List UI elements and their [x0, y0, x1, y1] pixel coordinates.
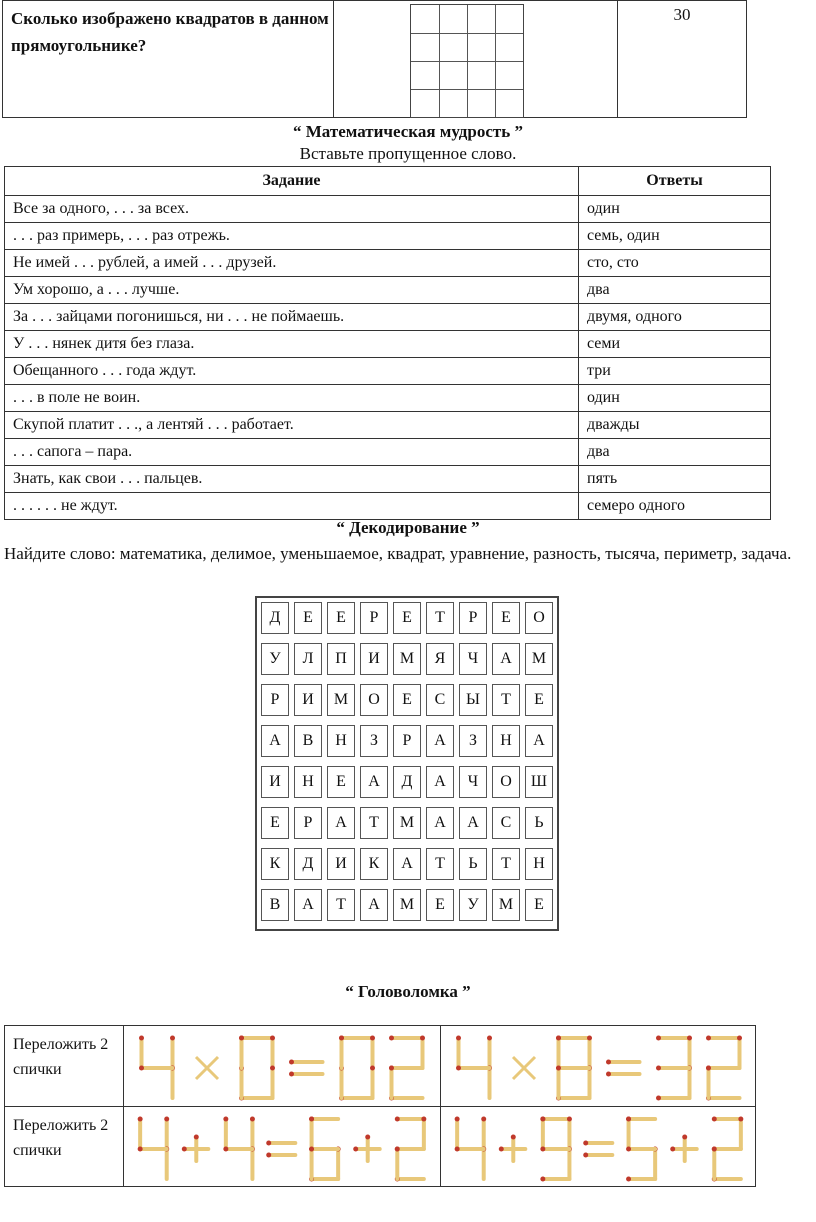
letter-cell: А: [426, 807, 454, 839]
match-head: [370, 1066, 375, 1071]
letter-cell: В: [261, 889, 289, 921]
letter-cell: М: [393, 807, 421, 839]
proverb-answer: семеро одного: [579, 493, 771, 520]
match-head: [656, 1066, 661, 1071]
letter-cell: У: [459, 889, 487, 921]
letter-cell: Ы: [459, 684, 487, 716]
letter-cell: Р: [459, 602, 487, 634]
match-head: [455, 1146, 460, 1151]
letter-cell: Е: [393, 684, 421, 716]
match-head: [606, 1060, 611, 1065]
letter-cell: Ч: [459, 766, 487, 798]
letter-cell: А: [393, 848, 421, 880]
match-head: [481, 1116, 486, 1121]
match-head: [712, 1116, 717, 1121]
letter-cell: Т: [426, 848, 454, 880]
proverb-row: [5, 223, 771, 250]
letter-cell: Р: [360, 602, 388, 634]
col-task-header: Задание: [5, 167, 579, 196]
match-head: [223, 1116, 228, 1121]
match-head: [706, 1036, 711, 1041]
match-head: [583, 1140, 588, 1145]
match-head: [670, 1146, 675, 1151]
letter-cell: Ь: [525, 807, 553, 839]
letter-cell: Р: [261, 684, 289, 716]
proverb-answer: дважды: [579, 412, 771, 439]
match-head: [270, 1036, 275, 1041]
letter-cell: Т: [360, 807, 388, 839]
proverb-task: . . . . . . не ждут.: [5, 493, 579, 520]
puzzle1-cell: [124, 1026, 441, 1107]
match-head: [164, 1116, 169, 1121]
letter-cell: У: [261, 643, 289, 675]
proverb-answer: два: [579, 277, 771, 304]
match-head: [266, 1152, 271, 1157]
letter-cell: О: [525, 602, 553, 634]
letter-cell: Н: [294, 766, 322, 798]
match-head: [656, 1096, 661, 1101]
puzzle1-matches-image: [128, 1032, 438, 1104]
grid-line-vertical: [495, 5, 496, 117]
proverb-row: [5, 304, 771, 331]
match-head: [682, 1134, 687, 1139]
answer2-cell: [441, 1106, 756, 1187]
proverb-row: [5, 331, 771, 358]
letter-cell: И: [294, 684, 322, 716]
square-grid-figure: [410, 4, 524, 118]
match-head: [139, 1036, 144, 1041]
proverb-task: . . . в поле не воин.: [5, 385, 579, 412]
proverb-row: [5, 385, 771, 412]
letter-cell: Т: [426, 602, 454, 634]
match-head: [499, 1146, 504, 1151]
letter-cell: А: [360, 889, 388, 921]
letter-cell: А: [294, 889, 322, 921]
match-head: [266, 1140, 271, 1145]
puzzle1-label: Переложить 2 спички: [5, 1026, 124, 1107]
letter-cell: Е: [393, 602, 421, 634]
proverb-task: Ум хорошо, а . . . лучше.: [5, 277, 579, 304]
proverb-answer: двумя, одного: [579, 304, 771, 331]
proverb-row: [5, 439, 771, 466]
letter-cell: Ь: [459, 848, 487, 880]
match-head: [223, 1146, 228, 1151]
letter-cell: И: [360, 643, 388, 675]
match-head: [738, 1116, 743, 1121]
match-head: [138, 1116, 143, 1121]
answer1-cell: [441, 1026, 756, 1107]
letter-cell: М: [525, 643, 553, 675]
letter-cell: А: [360, 766, 388, 798]
match-head: [138, 1146, 143, 1151]
letter-cell: М: [327, 684, 355, 716]
letter-cell: О: [360, 684, 388, 716]
letter-cell: Е: [294, 602, 322, 634]
match-head: [389, 1066, 394, 1071]
letter-cell: Д: [294, 848, 322, 880]
match-head: [706, 1066, 711, 1071]
letter-cell: М: [492, 889, 520, 921]
match-head: [687, 1036, 692, 1041]
match-head: [353, 1146, 358, 1151]
match-head: [737, 1036, 742, 1041]
match-head: [289, 1072, 294, 1077]
proverb-answer: семи: [579, 331, 771, 358]
match-head: [365, 1134, 370, 1139]
match-head: [540, 1146, 545, 1151]
letter-cell: З: [459, 725, 487, 757]
letter-cell: Е: [261, 807, 289, 839]
puzzle2-matches-image: [128, 1113, 438, 1185]
grid-line-horizontal: [411, 89, 523, 90]
match-head: [626, 1176, 631, 1181]
puzzle-table: [4, 1025, 756, 1187]
match-head: [289, 1060, 294, 1065]
letter-cell: Н: [327, 725, 355, 757]
match-head: [395, 1146, 400, 1151]
match-head: [182, 1146, 187, 1151]
answer2-matches-image: [445, 1113, 755, 1185]
letter-cell: М: [393, 643, 421, 675]
match-head: [370, 1036, 375, 1041]
match-head: [583, 1152, 588, 1157]
proverb-task: Все за одного, . . . за всех.: [5, 196, 579, 223]
match-head: [656, 1036, 661, 1041]
proverb-answer: один: [579, 385, 771, 412]
letter-cell: Р: [294, 807, 322, 839]
section1-subtitle: Вставьте пропущенное слово.: [299, 144, 517, 163]
proverbs-table: [4, 166, 771, 520]
match-head: [556, 1066, 561, 1071]
letter-cell: В: [294, 725, 322, 757]
letter-cell: А: [426, 725, 454, 757]
letter-cell: А: [426, 766, 454, 798]
proverb-row: [5, 493, 771, 520]
letter-cell: А: [261, 725, 289, 757]
letter-cell: И: [327, 848, 355, 880]
match-head: [389, 1036, 394, 1041]
letter-cell: Ш: [525, 766, 553, 798]
match-head: [170, 1036, 175, 1041]
match-head: [556, 1036, 561, 1041]
letter-cell: И: [261, 766, 289, 798]
match-head: [309, 1146, 314, 1151]
match-head: [270, 1066, 275, 1071]
letter-cell: Н: [525, 848, 553, 880]
match-head: [239, 1036, 244, 1041]
match-head: [250, 1116, 255, 1121]
match-head: [339, 1036, 344, 1041]
letter-cell: С: [426, 684, 454, 716]
letter-cell: Т: [492, 684, 520, 716]
match-head: [587, 1036, 592, 1041]
letter-cell: Е: [327, 766, 355, 798]
letter-cell: П: [327, 643, 355, 675]
proverb-task: За . . . зайцами погонишься, ни . . . не поймаешь.: [5, 304, 579, 331]
match-head: [712, 1146, 717, 1151]
match-head: [456, 1066, 461, 1071]
letter-cell: Е: [327, 602, 355, 634]
letter-cell: Е: [426, 889, 454, 921]
letter-cell: Р: [393, 725, 421, 757]
proverb-task: Знать, как свои . . . пальцев.: [5, 466, 579, 493]
letter-cell: М: [393, 889, 421, 921]
proverb-answer: пять: [579, 466, 771, 493]
match-head: [309, 1116, 314, 1121]
letter-cell: Я: [426, 643, 454, 675]
letter-cell: К: [261, 848, 289, 880]
proverb-answer: три: [579, 358, 771, 385]
match-head: [606, 1072, 611, 1077]
letter-cell: А: [459, 807, 487, 839]
proverb-task: Скупой платит . . ., а лентяй . . . работает.: [5, 412, 579, 439]
question-text: Сколько изображено квадратов в данном прямоугольнике?: [3, 1, 334, 118]
proverb-task: . . . раз примерь, . . . раз отрежь.: [5, 223, 579, 250]
letter-cell: Т: [492, 848, 520, 880]
letter-cell: Д: [393, 766, 421, 798]
proverb-task: Не имей . . . рублей, а имей . . . друзей.: [5, 250, 579, 277]
match-head: [420, 1036, 425, 1041]
match-head: [511, 1134, 516, 1139]
proverb-row: [5, 466, 771, 493]
letter-cell: Н: [492, 725, 520, 757]
puzzle2-label: Переложить 2 спички: [5, 1106, 124, 1187]
letter-cell: Д: [261, 602, 289, 634]
match-head: [395, 1116, 400, 1121]
match-head: [626, 1146, 631, 1151]
letter-cell: О: [492, 766, 520, 798]
letter-cell: З: [360, 725, 388, 757]
letter-cell: Л: [294, 643, 322, 675]
letter-cell: Е: [525, 889, 553, 921]
match-head: [487, 1036, 492, 1041]
letter-cell: Е: [492, 602, 520, 634]
letter-cell: К: [360, 848, 388, 880]
letter-cell: А: [492, 643, 520, 675]
section3-title: “ Головоломка ”: [345, 982, 471, 1001]
proverb-row: [5, 196, 771, 223]
puzzle2-cell: [124, 1106, 441, 1187]
letter-grid: [255, 596, 559, 931]
letter-cell: Е: [525, 684, 553, 716]
letter-cell: А: [327, 807, 355, 839]
letter-cell: Ч: [459, 643, 487, 675]
proverb-answer: сто, сто: [579, 250, 771, 277]
proverb-answer: один: [579, 196, 771, 223]
section1-title: “ Математическая мудрость ”: [293, 122, 523, 141]
match-head: [540, 1176, 545, 1181]
match-head: [626, 1116, 631, 1121]
question-table: [2, 0, 747, 118]
letter-cell: Т: [327, 889, 355, 921]
proverb-task: . . . сапога – пара.: [5, 439, 579, 466]
answer1-matches-image: [445, 1032, 755, 1104]
proverb-task: У . . . нянек дитя без глаза.: [5, 331, 579, 358]
match-head: [139, 1066, 144, 1071]
match-head: [421, 1116, 426, 1121]
grid-line-horizontal: [411, 61, 523, 62]
match-head: [456, 1036, 461, 1041]
proverb-task: Обещанного . . . года ждут.: [5, 358, 579, 385]
proverb-row: [5, 277, 771, 304]
letter-cell: А: [525, 725, 553, 757]
match-head: [540, 1116, 545, 1121]
letter-cell: С: [492, 807, 520, 839]
match-head: [567, 1116, 572, 1121]
proverb-row: [5, 412, 771, 439]
proverb-row: [5, 358, 771, 385]
proverb-answer: два: [579, 439, 771, 466]
col-answers-header: Ответы: [579, 167, 771, 196]
match-head: [194, 1134, 199, 1139]
section2-title: “ Декодирование ”: [336, 518, 480, 537]
proverb-answer: семь, один: [579, 223, 771, 250]
question-answer: 30: [618, 1, 747, 118]
section2-instruction: Найдите слово: математика, делимое, уменьшаемое, квадрат, уравнение, разность, тысяча, периметр, задача.: [4, 544, 792, 563]
match-head: [455, 1116, 460, 1121]
proverb-row: [5, 250, 771, 277]
